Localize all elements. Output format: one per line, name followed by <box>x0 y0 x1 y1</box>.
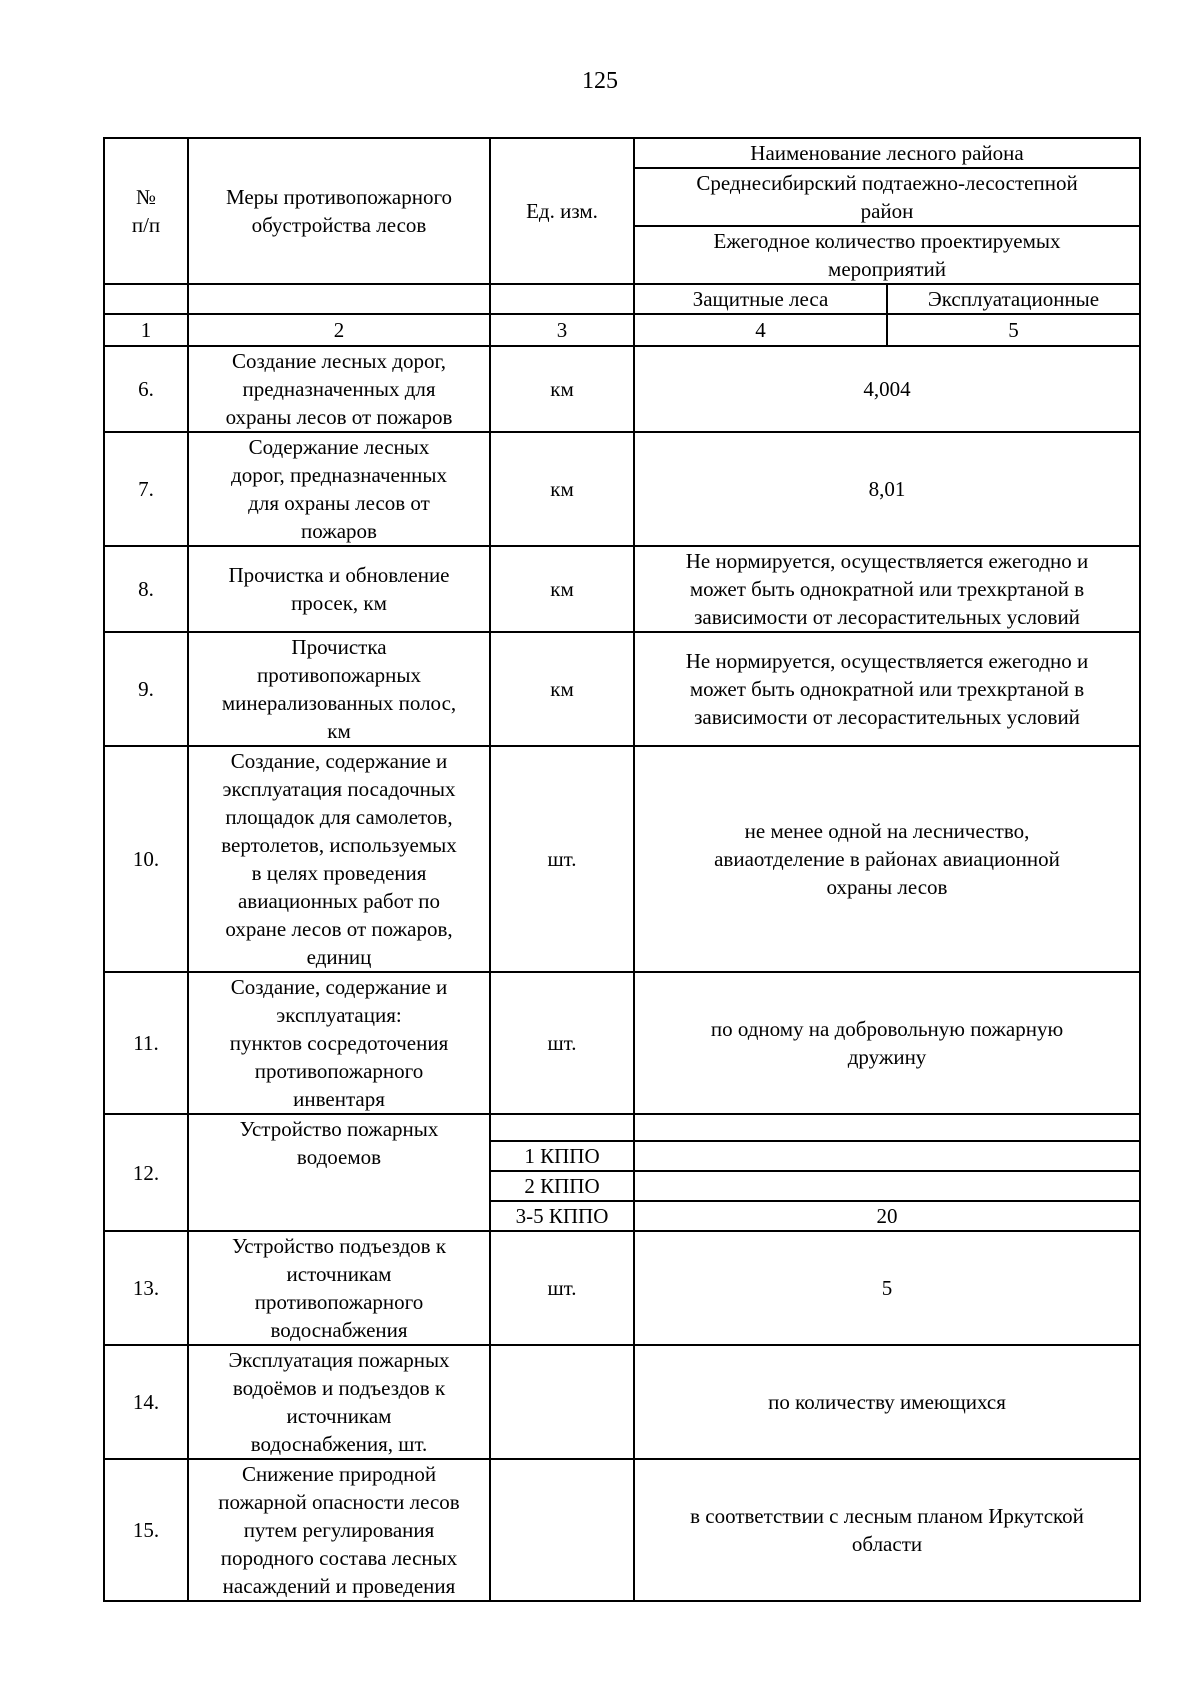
measure-value: в соответствии с лесным планом Иркутской области <box>634 1459 1140 1601</box>
header-unit: Ед. изм. <box>490 138 634 284</box>
header-protective: Защитные леса <box>634 284 887 314</box>
row-number: 14. <box>104 1345 188 1459</box>
row-number: 7. <box>104 432 188 546</box>
measure-name: Снижение природной пожарной опасности лесов путем регулирования породного состава лесных насаждений и проведения <box>188 1459 490 1601</box>
sub-value <box>634 1114 1140 1141</box>
header-blank-num <box>104 284 188 314</box>
measure-name: Создание, содержание и эксплуатация: пунктов сосредоточения противопожарного инвентаря <box>188 972 490 1114</box>
measure-value: по одному на добровольную пожарную дружину <box>634 972 1140 1114</box>
fire-measures-table <box>103 137 1141 1602</box>
row-number: 6. <box>104 346 188 432</box>
measure-unit: км <box>490 432 634 546</box>
measure-unit: шт. <box>490 1231 634 1345</box>
measure-name: Создание лесных дорог, предназначенных для охраны лесов от пожаров <box>188 346 490 432</box>
header-annual: Ежегодное количество проектируемых мероприятий <box>634 226 1140 284</box>
measure-name: Эксплуатация пожарных водоёмов и подъездов к источникам водоснабжения, шт. <box>188 1345 490 1459</box>
measure-name: Устройство подъездов к источникам противопожарного водоснабжения <box>188 1231 490 1345</box>
measure-name: Содержание лесных дорог, предназначенных для охраны лесов от пожаров <box>188 432 490 546</box>
header-num: № п/п <box>104 138 188 284</box>
sub-value: 20 <box>634 1201 1140 1231</box>
column-number: 2 <box>188 314 490 346</box>
measure-value: не менее одной на лесничество, авиаотделение в районах авиационной охраны лесов <box>634 746 1140 972</box>
row-number: 8. <box>104 546 188 632</box>
measure-name: Прочистка и обновление просек, км <box>188 546 490 632</box>
measure-unit: км <box>490 546 634 632</box>
measure-value: 8,01 <box>634 432 1140 546</box>
page-number: 125 <box>582 68 618 94</box>
column-number: 3 <box>490 314 634 346</box>
measure-value: Не нормируется, осуществляется ежегодно и может быть однократной или трехкртаной в зависимости от лесорастительных условий <box>634 632 1140 746</box>
header-blank-measures <box>188 284 490 314</box>
sub-unit: 2 КППО <box>490 1171 634 1201</box>
measure-name: Устройство пожарных водоемов <box>188 1114 490 1231</box>
row-number: 15. <box>104 1459 188 1601</box>
header-region: Среднесибирский подтаежно-лесостепной район <box>634 168 1140 226</box>
measure-unit: км <box>490 632 634 746</box>
header-area-title: Наименование лесного района <box>634 138 1140 168</box>
measure-unit: км <box>490 346 634 432</box>
sub-unit: 1 КППО <box>490 1141 634 1171</box>
row-number: 10. <box>104 746 188 972</box>
measure-unit: шт. <box>490 972 634 1114</box>
row-number: 13. <box>104 1231 188 1345</box>
measure-value: 5 <box>634 1231 1140 1345</box>
row-number: 12. <box>104 1114 188 1231</box>
measure-unit <box>490 1459 634 1601</box>
measure-value: Не нормируется, осуществляется ежегодно и может быть однократной или трехкртаной в зависимости от лесорастительных условий <box>634 546 1140 632</box>
sub-unit <box>490 1114 634 1141</box>
measure-unit <box>490 1345 634 1459</box>
header-blank-unit <box>490 284 634 314</box>
column-number: 4 <box>634 314 887 346</box>
sub-value <box>634 1171 1140 1201</box>
header-measures: Меры противопожарного обустройства лесов <box>188 138 490 284</box>
sub-value <box>634 1141 1140 1171</box>
header-exploitation: Эксплуатационные <box>887 284 1140 314</box>
sub-unit: 3-5 КППО <box>490 1201 634 1231</box>
measure-name: Создание, содержание и эксплуатация посадочных площадок для самолетов, вертолетов, используемых в целях проведения авиационных работ по охране лесов от пожаров, единиц <box>188 746 490 972</box>
measure-value: по количеству имеющихся <box>634 1345 1140 1459</box>
column-number: 1 <box>104 314 188 346</box>
measure-value: 4,004 <box>634 346 1140 432</box>
row-number: 9. <box>104 632 188 746</box>
row-number: 11. <box>104 972 188 1114</box>
measure-name: Прочистка противопожарных минерализованных полос, км <box>188 632 490 746</box>
column-number: 5 <box>887 314 1140 346</box>
measure-unit: шт. <box>490 746 634 972</box>
